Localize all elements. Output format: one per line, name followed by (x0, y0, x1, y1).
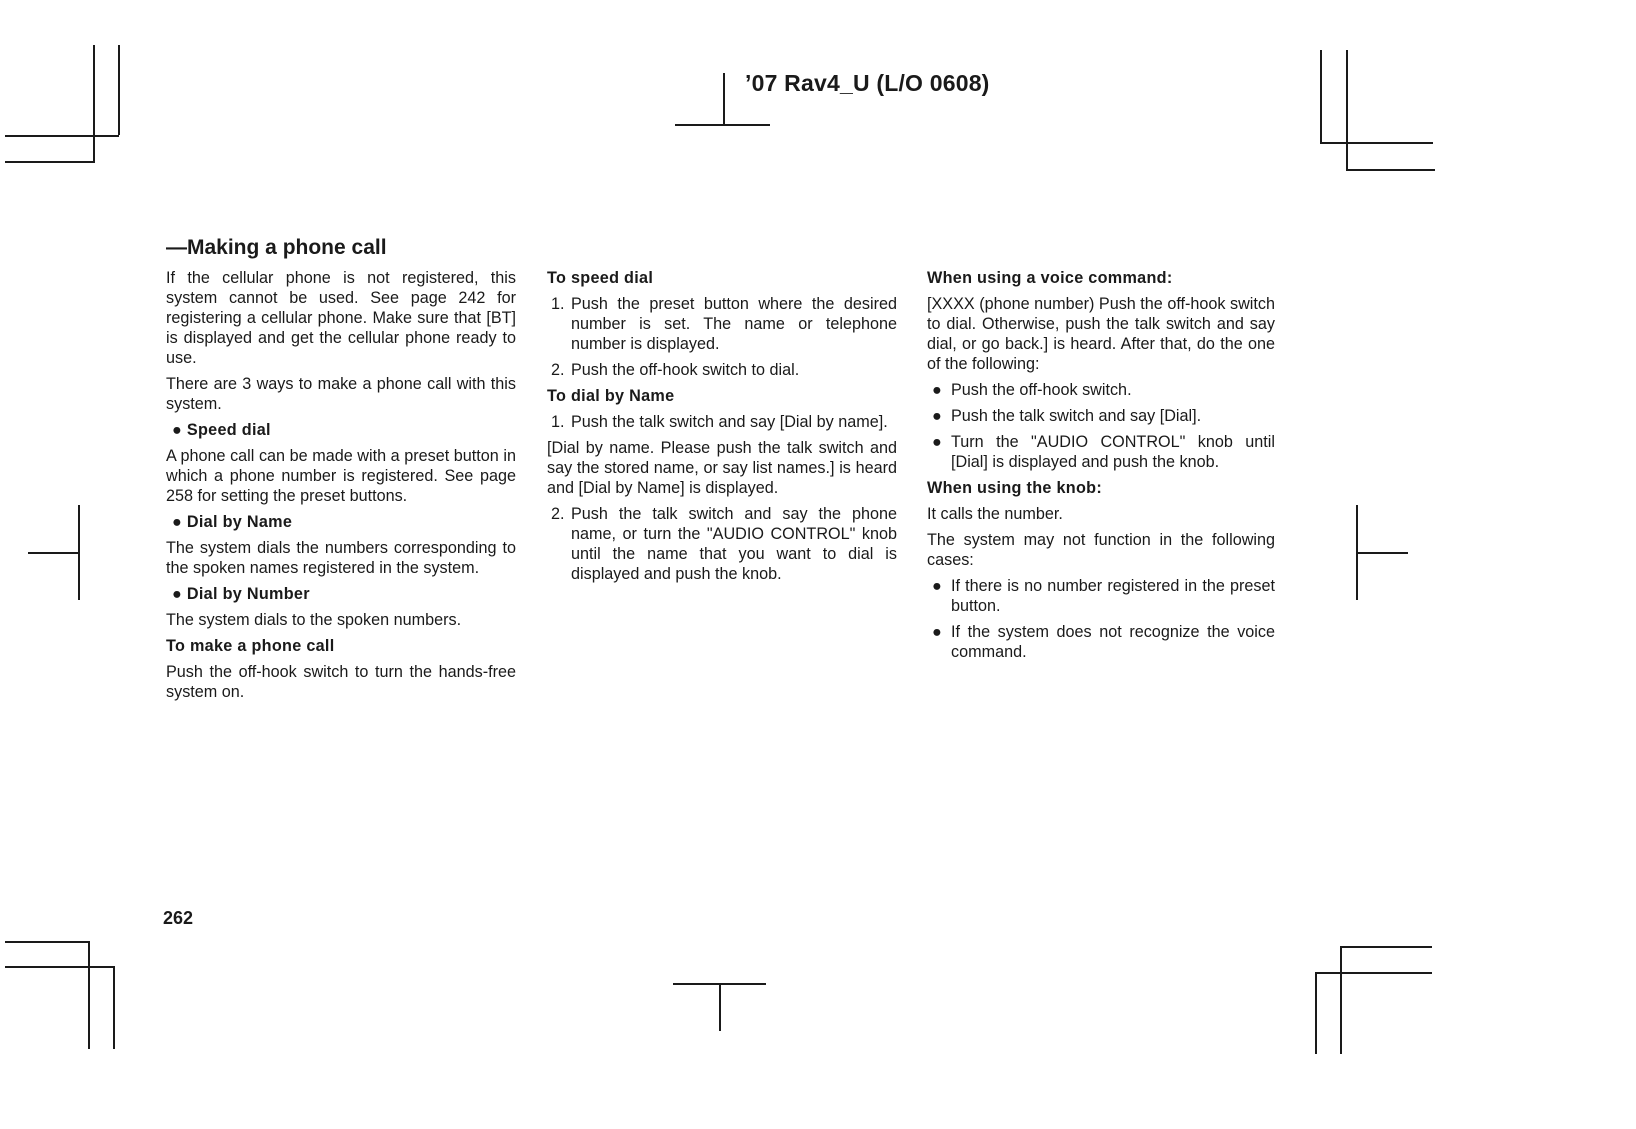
speed-dial-step (547, 294, 897, 354)
dial-by-number-heading-text: Dial by Number (186, 585, 310, 603)
column-middle (547, 268, 897, 590)
step-text: Push the preset button where the desired number is set. The name or telephone number is displayed. (571, 295, 897, 353)
crop-mark (1346, 50, 1348, 170)
failure-case (927, 622, 1275, 662)
knob-paragraph: It calls the number. (927, 505, 1063, 523)
crop-mark (5, 135, 119, 137)
crop-mark (5, 966, 115, 968)
speed-dial-heading-text: Speed dial (186, 421, 271, 439)
voice-command-paragraph: [XXXX (phone number) Push the off-hook switch to dial. Otherwise, push the talk switch and say dial, or go back.] is heard. After that, do the one of the following: (927, 295, 1275, 373)
case-text: If there is no number registered in the preset button. (951, 577, 1275, 615)
crop-mark (719, 983, 721, 1031)
step-number: 1. (551, 295, 565, 313)
crop-mark (118, 45, 120, 135)
dial-name-step (547, 504, 897, 584)
bullet-icon: ● (172, 421, 183, 439)
knob-heading: When using the knob: (927, 479, 1103, 497)
dial-name-step (547, 412, 897, 432)
bullet-icon: ● (172, 585, 183, 603)
step-number: 2. (551, 505, 565, 523)
voice-option (927, 432, 1275, 472)
speed-dial-paragraph: A phone call can be made with a preset button in which a phone number is registered. See page 258 for setting the preset buttons. (166, 447, 516, 505)
crop-mark (88, 941, 90, 1049)
step-text: Push the talk switch and say the phone name, or turn the "AUDIO CONTROL" knob until the name that you want to dial is displayed and push the knob. (571, 505, 897, 583)
crop-mark (1340, 946, 1342, 1054)
bullet-icon: ● (932, 577, 942, 595)
crop-mark (723, 73, 725, 125)
column-left (166, 268, 516, 708)
crop-mark (93, 45, 95, 163)
column-right (927, 268, 1275, 668)
crop-mark (1320, 50, 1322, 143)
crop-mark (1340, 946, 1432, 948)
speed-dial-step (547, 360, 897, 380)
step-number: 2. (551, 361, 565, 379)
speed-dial-heading (172, 420, 516, 440)
option-text: Push the off-hook switch. (951, 381, 1132, 399)
dial-name-steps-heading: To dial by Name (547, 387, 675, 405)
case-text: If the system does not recognize the voice command. (951, 623, 1275, 661)
crop-mark (1320, 142, 1433, 144)
voice-option (927, 406, 1275, 426)
option-text: Turn the "AUDIO CONTROL" knob until [Dial] is displayed and push the knob. (951, 433, 1275, 471)
failure-paragraph: The system may not function in the following cases: (927, 531, 1275, 569)
crop-mark (1315, 972, 1432, 974)
crop-mark (1346, 169, 1435, 171)
header-title: ’07 Rav4_U (L/O 0608) (745, 70, 990, 96)
dial-by-number-heading (172, 584, 516, 604)
dial-by-name-paragraph: The system dials the numbers corresponding to the spoken names registered in the system. (166, 539, 516, 577)
crop-mark (5, 161, 95, 163)
failure-case (927, 576, 1275, 616)
speed-dial-steps-heading: To speed dial (547, 269, 654, 287)
step-text: Push the talk switch and say [Dial by name]. (571, 413, 888, 431)
crop-mark (1315, 972, 1317, 1054)
intro-paragraph: If the cellular phone is not registered, this system cannot be used. See page 242 for registering a cellular phone. Make sure that [BT] is displayed and get the cellular phone ready to use. (166, 269, 516, 367)
bullet-icon: ● (932, 433, 942, 451)
crop-mark (113, 966, 115, 1049)
page-number: 262 (163, 908, 194, 928)
crop-mark (675, 124, 770, 126)
option-text: Push the talk switch and say [Dial]. (951, 407, 1202, 425)
step-text: Push the off-hook switch to dial. (571, 361, 800, 379)
section-title: —Making a phone call (166, 236, 387, 259)
voice-command-heading: When using a voice command: (927, 269, 1173, 287)
dial-by-name-heading (172, 512, 516, 532)
dial-name-prompt: [Dial by name. Please push the talk switch and say the stored name, or say list names.] is heard and [Dial by Name] is displayed. (547, 439, 897, 497)
crop-mark (28, 552, 79, 554)
step-number: 1. (551, 413, 565, 431)
ways-paragraph: There are 3 ways to make a phone call with this system. (166, 375, 516, 413)
bullet-icon: ● (172, 513, 183, 531)
make-call-heading: To make a phone call (166, 637, 335, 655)
voice-option (927, 380, 1275, 400)
dial-by-name-heading-text: Dial by Name (186, 513, 293, 531)
bullet-icon: ● (932, 381, 942, 399)
crop-mark (1356, 552, 1408, 554)
crop-mark (5, 941, 89, 943)
bullet-icon: ● (932, 623, 942, 641)
bullet-icon: ● (932, 407, 942, 425)
dial-by-number-paragraph: The system dials to the spoken numbers. (166, 611, 462, 629)
make-call-paragraph: Push the off-hook switch to turn the hands-free system on. (166, 663, 516, 701)
